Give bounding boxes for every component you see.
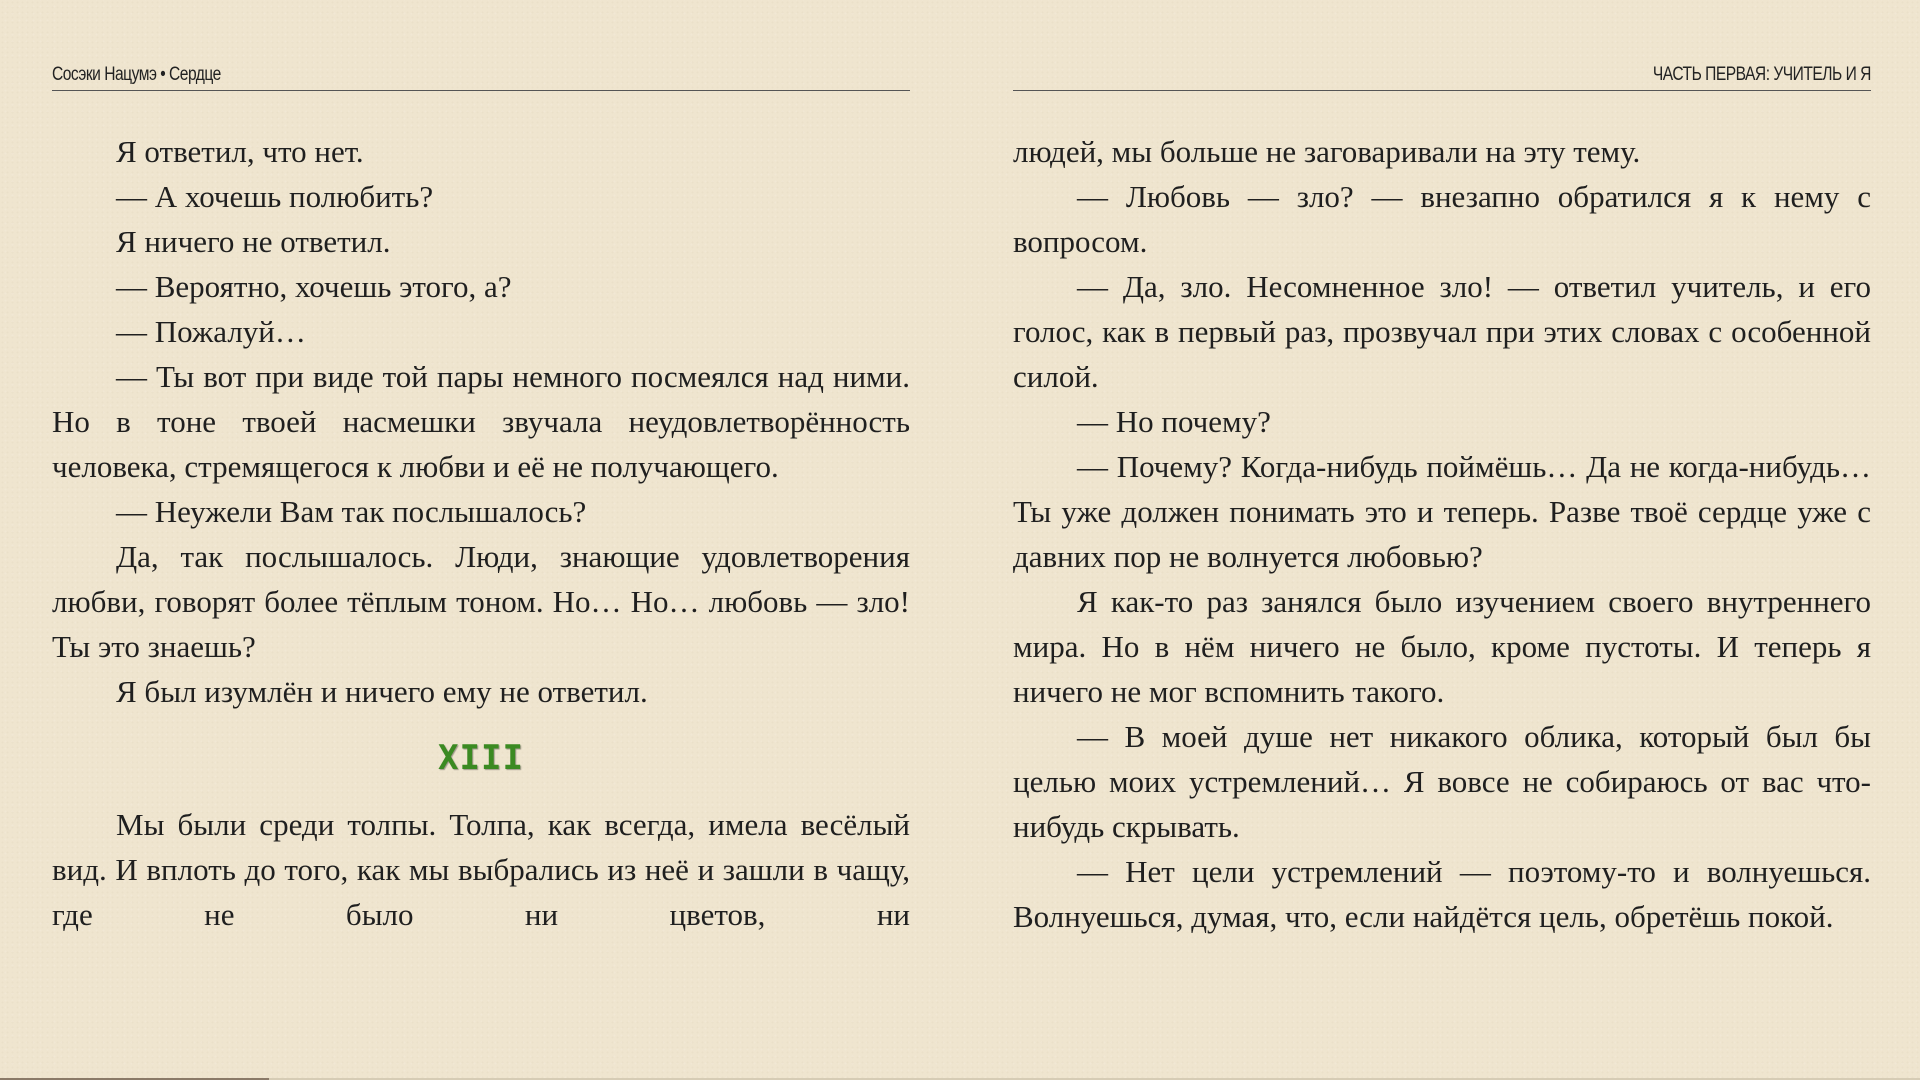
paragraph: — В моей душе нет никакого облика, который был бы целью моих устремлений… Я вовсе не собираюсь от вас что-нибудь скрывать. xyxy=(1013,719,1871,844)
chapter-heading: XIII xyxy=(438,738,524,778)
paragraph: Я ничего не ответил. xyxy=(116,224,391,259)
paragraph: — Вероятно, хочешь этого, а? xyxy=(116,269,512,304)
paragraph-continuation: людей, мы больше не заговаривали на эту тему. xyxy=(1013,134,1641,169)
paragraph: — Но почему? xyxy=(1077,404,1271,439)
left-page[interactable] xyxy=(52,0,910,1080)
left-page-text xyxy=(52,129,910,937)
paragraph: Мы были среди толпы. Толпа, как всегда, имела весёлый вид. И вплоть до того, как мы выбрались из неё и зашли в чащу, где не было ни цветов, ни xyxy=(52,807,910,932)
paragraph: — Пожалуй… xyxy=(116,314,306,349)
left-running-header xyxy=(52,56,910,91)
paragraph: — Почему? Когда-нибудь поймёшь… Да не когда-нибудь… Ты уже должен понимать это и теперь. Разве твоё сердце уже с давних пор не волнуется любовью? xyxy=(1013,449,1871,574)
paragraph: — Ты вот при виде той пары немного посмеялся над ними. Но в тоне твоей насмешки звучала неудовлетворённость человека, стремящегося к любви и её не получающего. xyxy=(52,359,910,484)
paragraph: Я как-то раз занялся было изучением своего внутреннего мира. Но в нём ничего не было, кроме пустоты. И теперь я ничего не мог вспомнить такого. xyxy=(1013,584,1871,709)
paragraph: Я был изумлён и ничего ему не ответил. xyxy=(116,674,648,709)
paragraph: Да, так послышалось. Люди, знающие удовлетворения любви, говорят более тёплым тоном. Но… Но… любовь — зло! Ты это знаешь? xyxy=(52,539,910,664)
right-page[interactable] xyxy=(1013,0,1871,1080)
part-title-header: ЧАСТЬ ПЕРВАЯ: УЧИТЕЛЬ И Я xyxy=(1652,64,1871,85)
book-title-header: Сосэки Нацумэ • Сердце xyxy=(52,64,221,85)
paragraph: — Нет цели устремлений — поэтому-то и волнуешься. Волнуешься, думая, что, если найдётся цель, обретёшь покой. xyxy=(1013,854,1871,934)
paragraph: — Любовь — зло? — внезапно обратился я к нему с вопросом. xyxy=(1013,179,1871,259)
right-running-header xyxy=(1013,56,1871,91)
paragraph: — Да, зло. Несомненное зло! — ответил учитель, и его голос, как в первый раз, прозвучал при этих словах с особенной силой. xyxy=(1013,269,1871,394)
paragraph: — Неужели Вам так послышалось? xyxy=(116,494,587,529)
right-page-text xyxy=(1013,129,1871,939)
paragraph: Я ответил, что нет. xyxy=(116,134,364,169)
paragraph: — А хочешь полюбить? xyxy=(116,179,434,214)
